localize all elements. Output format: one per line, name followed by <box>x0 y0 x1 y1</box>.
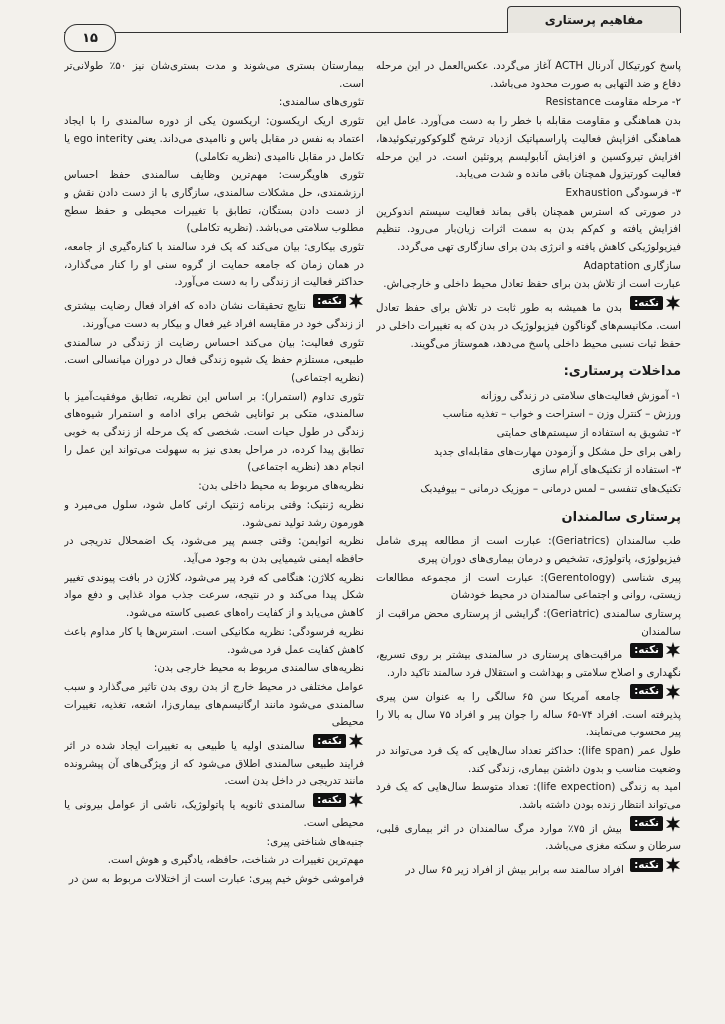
note-badge <box>630 684 681 700</box>
section-heading: پرستاری سالمندان <box>561 509 681 525</box>
body-paragraph: جنبه‌های شناختی پیری: <box>266 835 364 848</box>
note-label: نکته: <box>630 296 663 311</box>
note-paragraph <box>64 792 364 832</box>
body-paragraph: در صورتی که استرس همچنان باقی بماند فعالیت سیستم اندوکرین افزایش یافته و کم‌کم بدن به سمت اثرات زیان‌بار می‌رود. تنظیم فیزیولوژیکی کاهش یافته و انرژی بدن برای سازگاری تهی می‌گردد. <box>376 205 681 254</box>
page-number: ۱۵ <box>64 24 116 52</box>
star-burst-icon <box>665 295 681 311</box>
body-paragraph: پرستاری سالمندی (Geriatric): گرایشی از پرستاری محض مراقبت از سالمندان <box>376 608 681 638</box>
body-paragraph: امید به زندگی (life expection): تعداد متوسط سال‌هایی که یک فرد می‌تواند انتظار زنده بودن داشته باشد. <box>376 781 681 812</box>
note-badge <box>313 792 364 808</box>
note-paragraph <box>376 642 681 682</box>
note-text: جامعه آمریکا سن ۶۵ سالگی را به عنوان سن پیری پذیرفته است. افراد ۷۴-۶۵ ساله را جوان پیر و افراد ۷۵ سال به بالا را پیر محسوب می‌نمایند. <box>376 690 681 739</box>
body-paragraph: عوامل مختلفی در محیط خارج از بدن روی بدن تاثیر می‌گذارد و سبب سالمندی می‌شود مانند ارگانیسم‌های بیماری‌زا، اشعه، تغذیه، تغییرات محیطی <box>64 680 364 729</box>
body-paragraph: نظریه ژنتیک: وقتی برنامه ژنتیک ارثی کامل شود، سلول می‌میرد و هورمون رشد تولید نمی‌شود. <box>64 498 364 529</box>
body-paragraph: سازگاری Adaptation <box>583 259 681 272</box>
body-paragraph: بیمارستان بستری می‌شوند و مدت بستری‌شان نیز ۵۰٪ طولانی‌تر است. <box>64 60 364 90</box>
body-paragraph: ۲- تشویق به استفاده از سیستم‌های حمایتی <box>496 427 681 440</box>
body-paragraph: نظریه‌های سالمندی مربوط به محیط خارجی بدن: <box>153 662 364 675</box>
note-text: سالمندی اولیه یا طبیعی به تغییرات ایجاد شده در اثر فرایند طبیعی سالمندی اطلاق می‌شود که از ویژگی‌های آن پیشرونده مانند تدریجی در داخل بدن است. <box>64 740 364 788</box>
body-paragraph: مهم‌ترین تغییرات در شناخت، حافظه، یادگیری و هوش است. <box>107 854 364 867</box>
note-label: نکته: <box>313 734 346 749</box>
note-label: نکته: <box>630 858 663 873</box>
body-paragraph: تئوری تداوم (استمرار): بر اساس این نظریه، تطابق موفقیت‌آمیز با سالمندی، متکی بر توانایی شخص برای ادامه و استمرار شیوه‌های زندگی در طول حیات است. شخصی که یک مرحله از زندگی به خوبی تطابق پیدا کرده، در مراحل بعدی نیز به سهولت می‌تواند این عمل را انجام دهد (نظریه اجتماعی) <box>64 390 364 474</box>
note-badge <box>630 857 681 873</box>
body-paragraph: عبارت است از تلاش بدن برای حفظ تعادل محیط داخلی و خارجی‌اش. <box>383 278 681 291</box>
body-paragraph: راهی برای حل مشکل و آزمودن مهارت‌های مقابله‌ای جدید <box>434 445 681 458</box>
note-badge <box>630 642 681 658</box>
body-paragraph: بدن هماهنگی و مقاومت مقابله با خطر را به دست می‌آورد. عامل این هماهنگی افزایش فعالیت پاراسمپاتیک ازدیاد ترشح گلوکوکورتیکوئیدها، افزایش تیروکسین و افزایش آنابولیسم پروتئین است. در این مرحله فعالیت کورتیزول همچنان باقی مانده و شدت می‌یابد. <box>376 115 681 181</box>
body-paragraph: ۲- مرحله مقاومت Resistance <box>545 96 681 109</box>
body-paragraph: طب سالمندان (Geriatrics): عبارت است از مطالعه پیری شامل فیزیولوژی، پاتولوژی، تشخیص و درمان بیماری‌های دوران پیری <box>376 535 681 565</box>
star-burst-icon <box>348 792 364 808</box>
body-paragraph: تئوری بیکاری: بیان می‌کند که یک فرد سالمند با کناره‌گیری از جامعه، در همان زمان که جامعه حمایت از گروه سنی او را کنار می‌گذارد، حداکثر فعالیت از زندگی را به دست می‌آورد. <box>64 241 364 289</box>
note-label: نکته: <box>630 816 663 831</box>
star-burst-icon <box>665 684 681 700</box>
note-label: نکته: <box>313 793 346 808</box>
body-paragraph: نظریه اتوایمن: وقتی جسم پیر می‌شود، یک اضمحلال تدریجی در حافظه ایمنی شیمیایی بدن به وجود می‌آید. <box>64 535 364 565</box>
note-label: نکته: <box>630 684 663 699</box>
body-paragraph: پیری شناسی (Gerentology): عبارت است از مجموعه مطالعات زیستی، روانی و اجتماعی سالمندان در محیط خودشان <box>376 571 681 602</box>
left-column <box>64 58 364 1012</box>
right-column <box>376 58 681 1012</box>
note-paragraph <box>64 293 364 333</box>
note-badge <box>313 293 364 309</box>
body-paragraph: تئوری‌های سالمندی: <box>278 96 364 109</box>
note-label: نکته: <box>313 294 346 309</box>
body-paragraph: فراموشی خوش خیم پیری: عبارت است از اختلالات مربوط به سن در <box>68 872 364 885</box>
body-paragraph: ۳- فرسودگی Exhaustion <box>565 186 681 199</box>
note-text: بدن ما همیشه به طور ثابت در تلاش برای حفظ تعادل است. مکانیسم‌های گوناگون فیزیولوژیک در بدن که به تغییرات داخلی در حفظ ثبات نسبی محیط داخلی پاسخ می‌دهد، هموستاز می‌گویند. <box>376 302 681 350</box>
note-text: مراقبت‌های پرستاری در سالمندی بیشتر بر روی تسریع، نگهداری و اصلاح سلامتی و بهداشت و استقلال فرد سالمند تاکید دارد. <box>376 649 681 680</box>
body-paragraph: تئوری هاویگرست: مهم‌ترین وظایف سالمندی حفظ احساس ارزشمندی، حل مشکلات سالمندی، سازگاری با از دست دادن نقش و از دست دادن بستگان، تطابق با تغییرات محیطی و حفظ سطح مطلوب سلامتی می‌باشد. (نظریه تکاملی) <box>64 169 364 235</box>
body-paragraph: نظریه‌های مربوط به محیط داخلی بدن: <box>198 480 364 493</box>
note-paragraph <box>376 295 681 353</box>
note-text: افراد سالمند سه برابر بیش از افراد زیر ۶۵ سال در <box>405 864 628 877</box>
star-burst-icon <box>348 293 364 309</box>
chapter-title: مفاهیم پرستاری <box>507 6 681 33</box>
body-paragraph: ورزش – کنترل وزن – استراحت و خواب – تغذیه مناسب <box>442 408 681 421</box>
body-paragraph: نظریه کلاژن: هنگامی که فرد پیر می‌شود، کلاژن در بافت پیوندی تغییر شکل پیدا می‌کند و در نتیجه، سرعت جذب مواد غذایی و دفع مواد کاهش می‌یابد و از کفایت راه‌های عصبی کاسته می‌شود. <box>64 571 364 620</box>
note-paragraph <box>64 733 364 791</box>
note-badge <box>630 816 681 832</box>
note-text: سالمندی ثانویه یا پاتولوژیک، ناشی از عوامل بیرونی یا محیطی است. <box>64 799 364 829</box>
body-paragraph: تئوری فعالیت: بیان می‌کند احساس رضایت از زندگی در سالمندی طبیعی، مستلزم حفظ یک شیوه زندگی فعال در دوران میانسالی است. (نظریه اجتماعی) <box>64 336 364 384</box>
note-text: نتایج تحقیقات نشان داده که افراد فعال رضایت بیشتری از زندگی خود در مقایسه افراد غیر فعال و بیکار به دست می‌آورند. <box>64 300 364 330</box>
star-burst-icon <box>665 816 681 832</box>
body-paragraph: نظریه فرسودگی: نظریه مکانیکی است. استرس‌ها یا کار مداوم باعث کاهش کفایت عمل فرد می‌شود. <box>64 625 364 656</box>
body-paragraph: ۱- آموزش فعالیت‌های سلامتی در زندگی روزانه <box>480 389 681 402</box>
note-label: نکته: <box>630 643 663 658</box>
note-paragraph <box>376 816 681 856</box>
note-text: بیش از ۷۵٪ موارد مرگ سالمندان در اثر بیماری قلبی، سرطان و سکته مغزی می‌باشد. <box>376 822 681 853</box>
note-paragraph <box>376 857 681 880</box>
star-burst-icon <box>665 642 681 658</box>
note-paragraph <box>376 684 681 742</box>
section-heading: مداخلات پرستاری: <box>563 364 681 380</box>
body-paragraph: تکنیک‌های تنفسی – لمس درمانی – موزیک درمانی – بیوفیدبک <box>420 483 681 496</box>
body-paragraph: طول عمر (life span): حداکثر تعداد سال‌هایی که یک فرد می‌تواند در وضعیت مناسب و بدون داشتن بیماری، زندگی کند. <box>376 744 681 775</box>
note-badge <box>630 295 681 311</box>
body-paragraph: تئوری اریک اریکسون: اریکسون یکی از دوره سالمندی را با ایجاد اعتماد به نفس در مقابل یاس و ناامیدی می‌داند. یعنی ego interity یا تکامل در مقابل ناامیدی (نظریه تکاملی) <box>64 115 364 163</box>
star-burst-icon <box>665 857 681 873</box>
note-badge <box>313 733 364 749</box>
body-paragraph: ۳- استفاده از تکنیک‌های آرام سازی <box>532 464 681 477</box>
body-paragraph: پاسخ کورتیکال آدرنال ACTH آغاز می‌گردد. عکس‌العمل در این مرحله دفاع و ضد التهابی به صورت محدود می‌باشد. <box>376 60 681 90</box>
star-burst-icon <box>348 733 364 749</box>
